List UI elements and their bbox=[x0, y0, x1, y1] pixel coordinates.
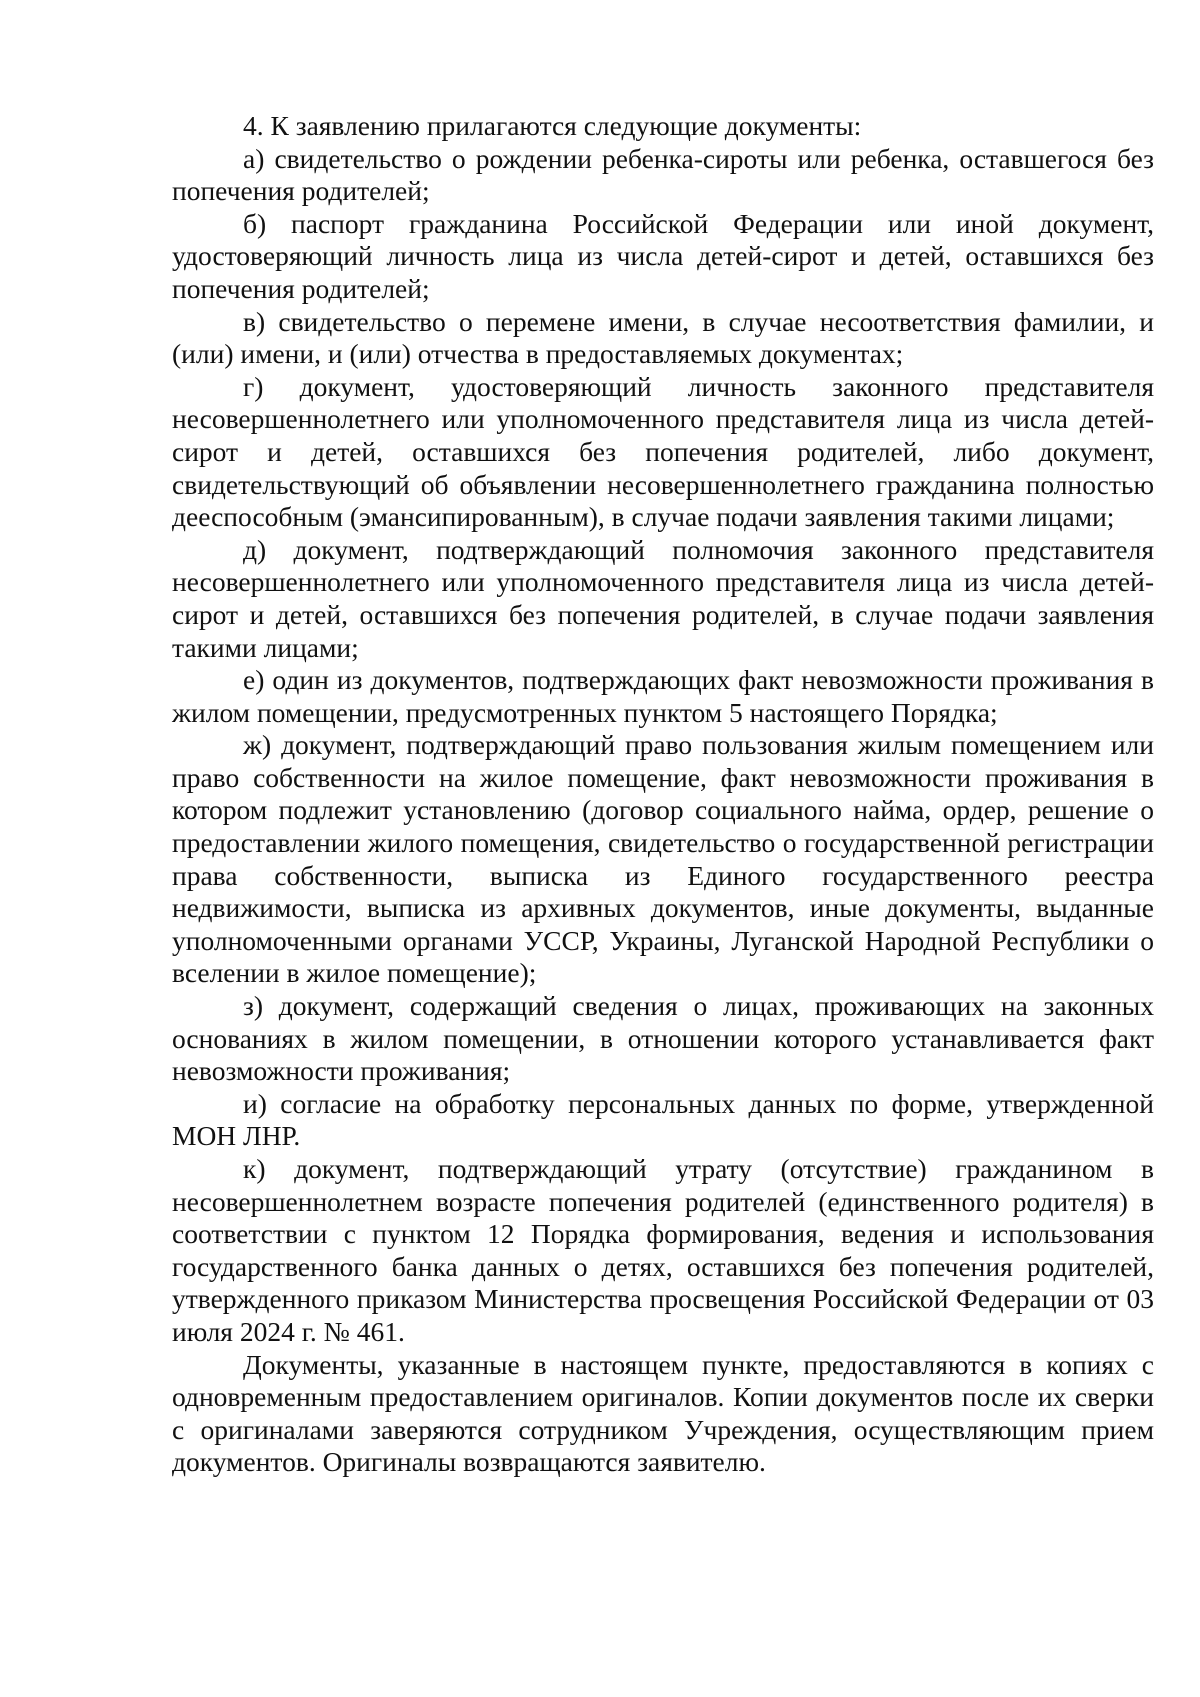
list-item-k: к) документ, подтверждающий утрату (отсутствие) гражданином в несовершеннолетнем возрасте попечения родителей (единственного родителя) в соответствии с пунктом 12 Порядка формирования, ведения и использования государственного банка данных о детях, оставшихся без попечения родителей, утвержденного приказом Министерства просвещения Российской Федерации от 03 июля 2024 г. № 461. bbox=[172, 1153, 1154, 1347]
list-item-v: в) свидетельство о перемене имени, в случае несоответствия фамилии, и (или) имени, и (или) отчества в предоставляемых документах; bbox=[172, 305, 1154, 370]
list-item-d: д) документ, подтверждающий полномочия законного представителя несовершеннолетнего или уполномоченного представителя лица из числа детей-сирот и детей, оставшихся без попечения родителей, в случае подачи заявления такими лицами; bbox=[172, 533, 1154, 663]
list-item-b: б) паспорт гражданина Российской Федерации или иной документ, удостоверяющий личность лица из числа детей-сирот и детей, оставшихся без попечения родителей; bbox=[172, 207, 1154, 304]
list-item-z: з) документ, содержащий сведения о лицах, проживающих на законных основаниях в жилом помещении, в отношении которого устанавливается факт невозможности проживания; bbox=[172, 990, 1154, 1087]
paragraph-intro: 4. К заявлению прилагаются следующие документы: bbox=[243, 110, 862, 141]
document-page bbox=[172, 110, 1154, 1479]
list-item-zh: ж) документ, подтверждающий право пользования жилым помещением или право собственности на жилое помещение, факт невозможности проживания в котором подлежит установлению (договор социального найма, ордер, решение о предоставлении жилого помещения, свидетельство о государственной регистрации права собственности, выписка из Единого государственного реестра недвижимости, выписка из архивных документов, иные документы, выданные уполномоченными органами УССР, Украины, Луганской Народной Республики о вселении в жилое помещение); bbox=[172, 729, 1154, 989]
paragraph-closing: Документы, указанные в настоящем пункте, предоставляются в копиях с одновременным предоставлением оригиналов. Копии документов после их сверки с оригиналами заверяются сотрудником Учреждения, осуществляющим прием документов. Оригиналы возвращаются заявителю. bbox=[172, 1348, 1154, 1478]
list-item-i: и) согласие на обработку персональных данных по форме, утвержденной МОН ЛНР. bbox=[172, 1087, 1154, 1152]
list-item-g: г) документ, удостоверяющий личность законного представителя несовершеннолетнего или уполномоченного представителя лица из числа детей-сирот и детей, оставшихся без попечения родителей, либо документ, свидетельствующий об объявлении несовершеннолетнего гражданина полностью дееспособным (эмансипированным), в случае подачи заявления такими лицами; bbox=[172, 370, 1154, 533]
list-item-e: е) один из документов, подтверждающих факт невозможности проживания в жилом помещении, предусмотренных пунктом 5 настоящего Порядка; bbox=[172, 664, 1154, 728]
list-item-a: а) свидетельство о рождении ребенка-сироты или ребенка, оставшегося без попечения родителей; bbox=[172, 142, 1154, 207]
